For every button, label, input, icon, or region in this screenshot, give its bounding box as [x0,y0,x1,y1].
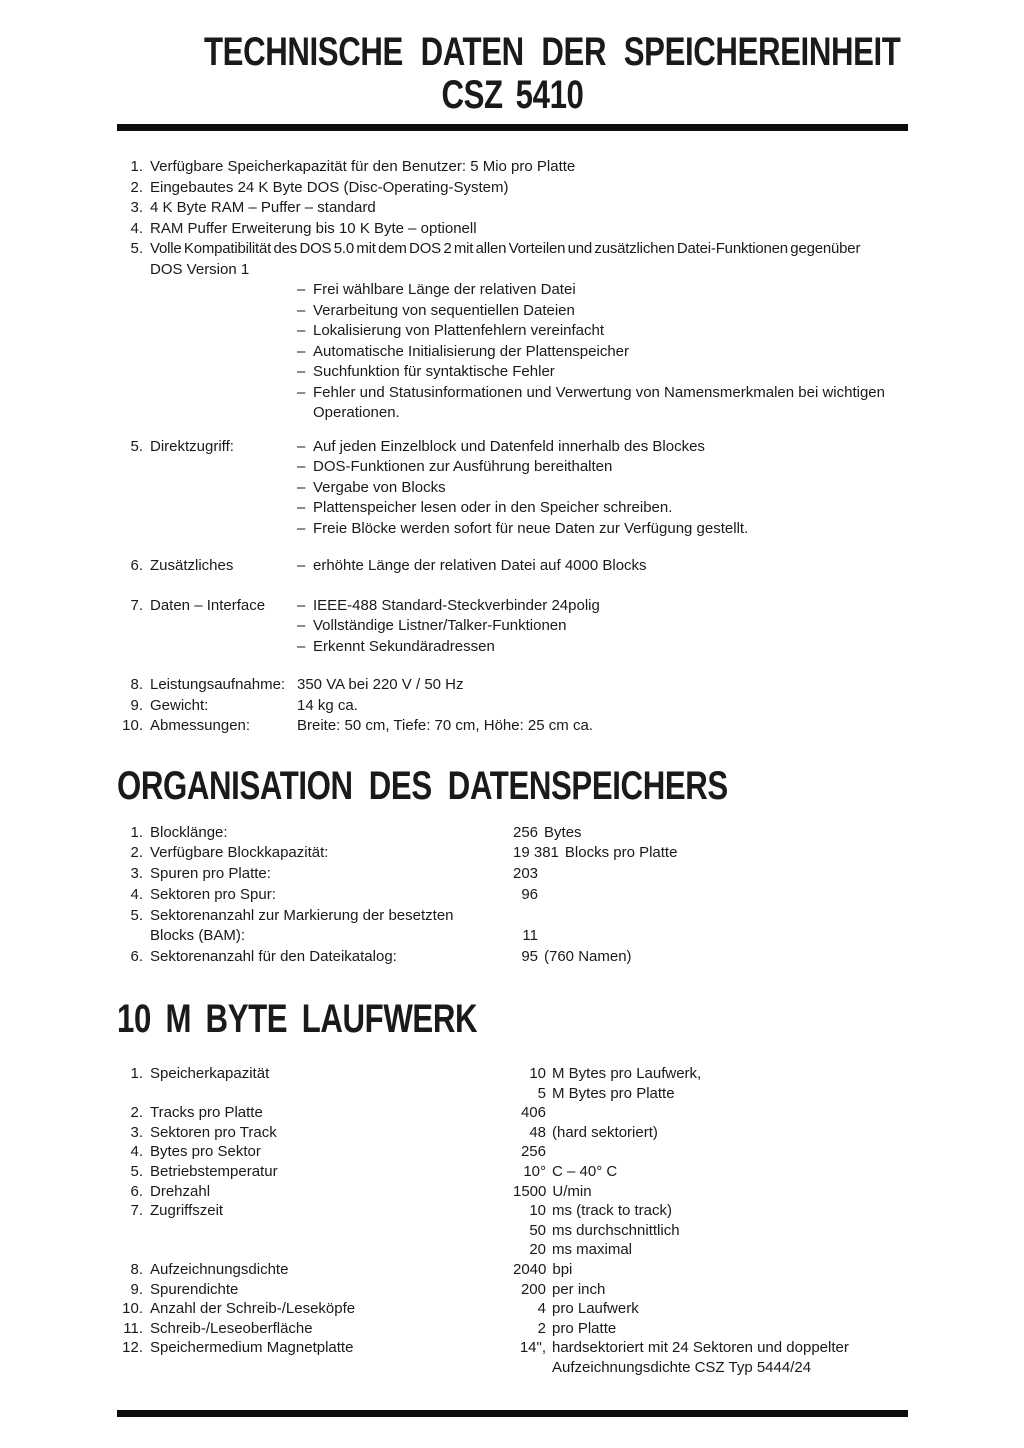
org-label: Sektorenanzahl für den Dateikatalog: [150,948,397,966]
feature-item [297,383,908,424]
value-unit: hardsektoriert mit 24 Sektoren und doppelter [552,1339,849,1357]
dash-bullet-icon: – [297,519,306,537]
value-unit: M Bytes pro Platte [552,1084,675,1102]
feature-text: erhöhte Länge der relativen Datei auf 4000 Blocks [313,557,647,574]
tech-data-list [117,157,908,737]
bottom-divider [117,1410,908,1417]
value-line [513,1299,639,1319]
org-label-line2: Blocks (BAM): [150,927,246,945]
daten-interface-item [117,596,908,658]
org-row [117,947,908,968]
value-unit: pro Platte [552,1319,617,1337]
dash-bullet-icon: – [297,596,306,614]
feature-text: Freie Blöcke werden sofort für neue Daten zur Verfügung gestellt. [313,519,749,537]
laufwerk-value [513,1338,849,1377]
feature-item [297,301,908,322]
item-number: 4. [130,885,143,903]
item-number: 6. [130,1182,143,1200]
laufwerk-label: Spurendichte [150,1280,239,1298]
doc-title-line2: CSZ 5410 [441,73,584,117]
laufwerk-row [117,1319,908,1339]
feature-item [297,437,748,458]
doc-title [204,30,901,117]
spec-row [117,696,908,717]
value-number: 96 [521,885,538,903]
item-text-line2: DOS Version 1 [150,260,250,278]
feature-text: Lokalisierung von Plattenfehlern vereinfacht [313,322,605,339]
feature-text: Frei wählbare Länge der relativen Datei [313,281,576,298]
item-number: 5. [130,906,143,924]
laufwerk-row [117,1182,908,1202]
spec-row [117,675,908,696]
spec-label: Abmessungen: [150,717,251,734]
item-text: Verfügbare Speicherkapazität für den Benutzer: 5 Mio pro Platte [150,158,576,175]
dash-bullet-icon: – [297,281,306,298]
value-line [513,1240,680,1260]
value-unit: M Bytes pro Laufwerk, [552,1065,702,1083]
org-row [117,864,908,885]
laufwerk-row [117,1260,908,1280]
laufwerk-row [117,1142,908,1162]
item-number: 6. [130,948,143,966]
value-number: 4 [537,1300,546,1318]
value-number: 10 [529,1065,546,1083]
value-line [513,1084,701,1104]
laufwerk-row [117,1123,908,1143]
value-unit: bpi [552,1261,573,1279]
value-line [513,1201,680,1221]
feature-item [297,519,748,540]
value-line [513,1064,701,1084]
value-line [513,1162,617,1182]
laufwerk-value [513,1299,639,1319]
item-text-line1: Volle Kompatibilität des DOS 5.0 mit dem DOS 2 mit allen Vorteilen und zusätzlichen Datei-Funktionen gegenüber [150,240,861,257]
page-content [117,0,908,1417]
value-line [513,1221,680,1241]
item-number: 1. [130,158,143,175]
item-number: 7. [130,596,143,614]
value-number: 1500 [513,1182,547,1200]
org-value [513,823,582,844]
zusaetzliches-features [297,556,647,577]
laufwerk-label: Zugriffszeit [150,1202,224,1220]
item-text: RAM Puffer Erweiterung bis 10 K Byte – optionell [150,219,477,237]
list-item [117,239,908,280]
dos-feature-list [297,280,908,424]
laufwerk-value [513,1260,572,1280]
value-unit: ms durchschnittlich [552,1221,680,1239]
laufwerk-label: Schreib-/Leseoberfläche [150,1319,313,1337]
value-number: 11 [522,927,538,945]
value-unit: per inch [552,1280,606,1298]
organisation-list [117,823,908,969]
feature-item [297,342,908,363]
laufwerk-value [513,1319,616,1339]
org-label: Spuren pro Platte: [150,865,271,883]
value-line [513,1182,592,1202]
interface-features [297,596,600,658]
value-unit: Bytes [544,823,582,841]
value-unit: Aufzeichnungsdichte CSZ Typ 5444/24 [552,1358,812,1376]
item-number: 4. [130,1143,143,1161]
dash-bullet-icon: – [297,437,306,455]
item-number: 3. [130,1123,143,1141]
value-number: 200 [520,1280,546,1298]
laufwerk-label: Speicherkapazität [150,1065,270,1083]
item-number: 2. [130,1104,143,1122]
value-number: 50 [529,1221,546,1239]
dash-bullet-icon: – [297,301,306,319]
value-unit: Blocks pro Platte [564,844,678,862]
item-number: 10. [122,717,143,734]
value-unit: pro Laufwerk [552,1300,639,1318]
item-text: 4 K Byte RAM – Puffer – standard [150,199,376,216]
item-text: Eingebautes 24 K Byte DOS (Disc-Operating-System) [150,178,509,196]
org-label [150,906,513,948]
value-line [513,1103,552,1123]
dash-bullet-icon: – [297,557,306,574]
laufwerk-value [513,1182,592,1202]
value-number: 2 [537,1319,546,1337]
item-number: 11. [123,1319,143,1337]
item-number: 5. [130,437,143,455]
item-number: 2. [130,178,143,196]
zusaetzliches-item [117,556,908,577]
org-label: Blocklänge: [150,823,228,841]
value-unit: ms (track to track) [552,1202,673,1220]
item-number: 8. [130,1261,143,1279]
value-number: 256 [513,823,539,841]
laufwerk-row [117,1280,908,1300]
section-heading-laufwerk: 10 M BYTE LAUFWERK [117,997,478,1042]
feature-text-line2: Operationen. [313,404,400,421]
feature-item [297,321,908,342]
feature-text: Verarbeitung von sequentiellen Dateien [313,301,575,319]
item-number: 3. [130,199,143,216]
top-divider [117,124,908,131]
list-item [117,157,908,178]
laufwerk-label: Drehzahl [150,1182,211,1200]
org-value [513,864,544,885]
feature-text: Auf jeden Einzelblock und Datenfeld innerhalb des Blockes [313,437,705,455]
value-number: 10° [523,1163,546,1181]
item-number: 7. [130,1202,143,1220]
value-line [513,1280,605,1300]
feature-item [297,457,748,478]
laufwerk-row [117,1064,908,1103]
dash-bullet-icon: – [297,342,306,360]
item-text [150,239,860,280]
value-number: 203 [513,865,539,883]
laufwerk-row [117,1162,908,1182]
feature-item [297,637,600,658]
direktzugriff-item [117,437,908,540]
feature-text: Vergabe von Blocks [313,478,446,496]
list-item [117,178,908,199]
value-number: 14", [519,1339,546,1357]
feature-item [297,478,748,499]
dash-bullet-icon: – [297,322,306,339]
value-line [513,1319,616,1339]
laufwerk-value [513,1142,552,1162]
value-number: 95 [521,948,538,966]
laufwerk-value [513,1280,605,1300]
value-unit: (760 Namen) [544,948,632,966]
feature-text: Suchfunktion für syntaktische Fehler [313,363,555,380]
org-label: Verfügbare Blockkapazität: [150,844,329,862]
feature-item [297,616,600,637]
item-label: Zusätzliches [150,557,234,574]
feature-text: Automatische Initialisierung der Plattenspeicher [313,342,630,360]
item-label: Daten – Interface [150,596,266,614]
org-row [117,906,908,948]
laufwerk-label: Sektoren pro Track [150,1123,277,1141]
laufwerk-value [513,1123,658,1143]
feature-item [297,498,748,519]
item-number: 9. [130,1280,143,1298]
list-item [117,219,908,240]
laufwerk-value [513,1201,680,1260]
spec-list [117,675,908,737]
value-number: 2040 [513,1261,547,1279]
org-row [117,885,908,906]
org-value [513,885,544,906]
item-number: 12. [122,1339,143,1357]
item-number: 10. [122,1300,143,1318]
value-line [513,1358,849,1378]
org-value [513,947,632,968]
org-value [513,843,677,864]
value-number: 19 381 [513,844,559,862]
laufwerk-value [513,1064,701,1103]
dash-bullet-icon: – [297,383,306,401]
laufwerk-label: Betriebstemperatur [150,1163,278,1181]
org-value [513,926,544,947]
item-number: 4. [130,219,143,237]
feature-text: DOS-Funktionen zur Ausführung bereithalten [313,458,613,475]
dash-bullet-icon: – [297,617,306,634]
dash-bullet-icon: – [297,458,306,475]
list-item [117,198,908,219]
feature-text: Erkennt Sekundäradressen [313,637,495,655]
item-number: 1. [130,823,143,841]
item-number: 9. [130,696,143,714]
dash-bullet-icon: – [297,478,306,496]
dash-bullet-icon: – [297,637,306,655]
value-number: 256 [520,1143,546,1161]
org-label-line1: Sektorenanzahl zur Markierung der besetzten [150,906,454,924]
org-label: Sektoren pro Spur: [150,885,276,903]
item-number: 5. [130,1163,143,1181]
spec-row [117,716,908,737]
value-number: 406 [520,1104,546,1122]
item-number: 6. [130,557,143,574]
feature-item [297,362,908,383]
laufwerk-value [513,1162,617,1182]
value-line [513,1123,658,1143]
feature-text: Plattenspeicher lesen oder in den Speicher schreiben. [313,499,673,516]
laufwerk-label: Tracks pro Platte [150,1104,263,1122]
spec-value: Breite: 50 cm, Tiefe: 70 cm, Höhe: 25 cm ca. [297,717,593,734]
value-number: 48 [529,1123,546,1141]
org-row [117,823,908,844]
feature-text-line1: Fehler und Statusinformationen und Verwertung von Namensmerkmalen bei wichtigen [313,383,885,401]
value-line [513,1338,849,1358]
value-unit: (hard sektoriert) [552,1123,658,1141]
laufwerk-value [513,1103,552,1123]
value-unit: U/min [552,1182,592,1200]
item-number: 2. [130,844,143,862]
dash-bullet-icon: – [297,363,306,380]
laufwerk-list [117,1064,908,1378]
dash-bullet-icon: – [297,499,306,516]
value-number: 5 [537,1084,546,1102]
laufwerk-label: Bytes pro Sektor [150,1143,261,1161]
feature-item [297,556,647,577]
laufwerk-row [117,1201,908,1260]
laufwerk-label: Anzahl der Schreib-/Leseköpfe [150,1300,356,1318]
direktzugriff-features [297,437,748,540]
feature-text: IEEE-488 Standard-Steckverbinder 24polig [313,596,600,614]
feature-text: Vollständige Listner/Talker-Funktionen [313,617,567,634]
feature-item [297,596,600,617]
value-unit: ms maximal [552,1241,633,1259]
feature-item [297,280,908,301]
item-label: Direktzugriff: [150,437,234,455]
value-line [513,1142,552,1162]
laufwerk-row [117,1338,908,1377]
spec-label: Gewicht: [150,696,209,714]
value-number: 20 [529,1241,546,1259]
item-number: 8. [130,676,143,693]
section-heading-organisation: ORGANISATION DES DATENSPEICHERS [117,763,728,808]
spec-value: 14 kg ca. [297,696,358,714]
feature-text [313,383,885,424]
laufwerk-label: Speichermedium Magnetplatte [150,1339,354,1357]
doc-title-line1: TECHNISCHE DATEN DER SPEICHEREINHEIT [204,30,901,74]
value-line [513,1260,572,1280]
item-number: 1. [130,1065,143,1083]
spec-value: 350 VA bei 220 V / 50 Hz [297,676,464,693]
value-unit: C – 40° C [552,1163,618,1181]
laufwerk-row [117,1103,908,1123]
spec-label: Leistungsaufnahme: [150,676,286,693]
laufwerk-row [117,1299,908,1319]
item-number: 3. [130,865,143,883]
value-number: 10 [529,1202,546,1220]
org-row [117,843,908,864]
item-number: 5. [130,240,143,257]
laufwerk-label: Aufzeichnungsdichte [150,1261,289,1279]
